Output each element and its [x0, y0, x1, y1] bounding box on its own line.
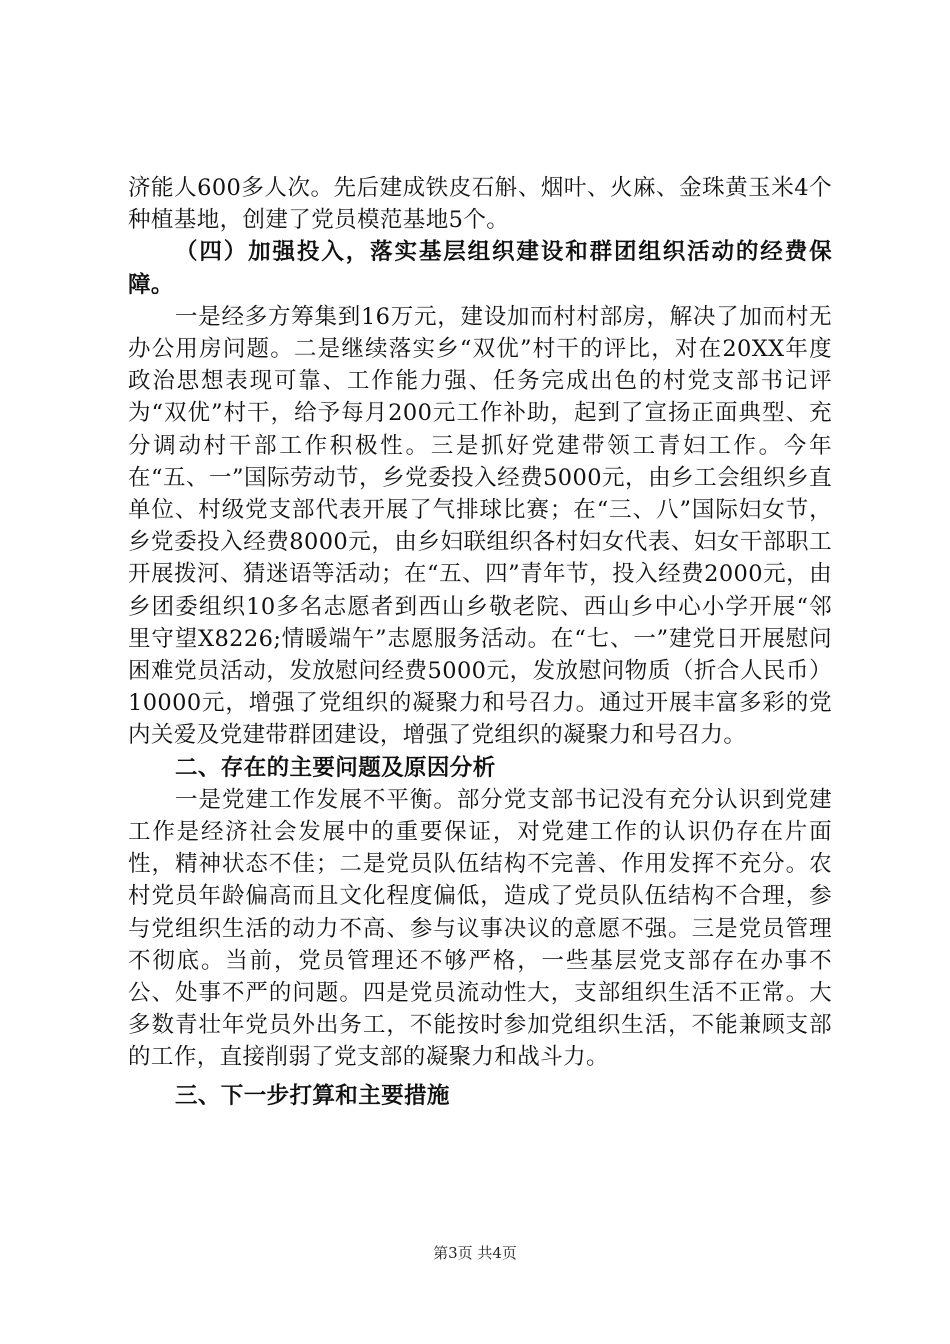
paragraph-funding: 一是经多方筹集到16万元，建设加而村村部房，解决了加而村无办公用房问题。二是继续落实乡“双优”村干的评比，对在20XX年度政治思想表现可靠、工作能力强、任务完成出色的村党支部书记评为“双优”村干，给予每月200元工作补助，起到了宣扬正面典型、充分调动村干部工作积极性。三是抓好党建带领工青妇工作。今年在“五、一”国际劳动节，乡党委投入经费5000元，由乡工会组织乡直单位、村级党支部代表开展了气排球比赛；在“三、八”国际妇女节，乡党委投入经费8000元，由乡妇联组织各村妇女代表、妇女干部职工开展拨河、猜迷语等活动；在“五、四”青年节，投入经费2000元，由乡团委组织10多名志愿者到西山乡敬老院、西山乡中心小学开展“邻里守望X8226;情暖端午”志愿服务活动。在“七、一”建党日开展慰问困难党员活动，发放慰问经费5000元，发放慰问物质（折合人民币）10000元，增强了党组织的凝聚力和号召力。通过开展丰富多彩的党内关爱及党建带群团建设，增强了党组织的凝聚力和号召力。 [128, 303, 832, 749]
paragraph-continuation: 济能人600多人次。先后建成铁皮石斛、烟叶、火麻、金珠黄玉米4个种植基地，创建了党员模范基地5个。 [128, 175, 832, 234]
section-heading-problems: 二、存在的主要问题及原因分析 [175, 754, 496, 781]
subsection-heading-four: （四）加强投入，落实基层组织建设和群团组织活动的经费保障。 [128, 239, 832, 298]
document-body [128, 172, 832, 1112]
section-heading-next-steps: 三、下一步打算和主要措施 [175, 1082, 450, 1109]
page-number-footer: 第3页 共4页 [433, 1244, 517, 1262]
paragraph-problems: 一是党建工作发展不平衡。部分党支部书记没有充分认识到党建工作是经济社会发展中的重要保证，对党建工作的认识仍存在片面性，精神状态不佳；二是党员队伍结构不完善、作用发挥不充分。农村党员年龄偏高而且文化程度偏低，造成了党员队伍结构不合理，参与党组织生活的动力不高、参与议事决议的意愿不强。三是党员管理不彻底。当前，党员管理还不够严格，一些基层党支部存在办事不公、处事不严的问题。四是党员流动性大，支部组织生活不正常。大多数青壮年党员外出务工，不能按时参加党组织生活，不能兼顾支部的工作，直接削弱了党支部的凝聚力和战斗力。 [128, 786, 832, 1071]
